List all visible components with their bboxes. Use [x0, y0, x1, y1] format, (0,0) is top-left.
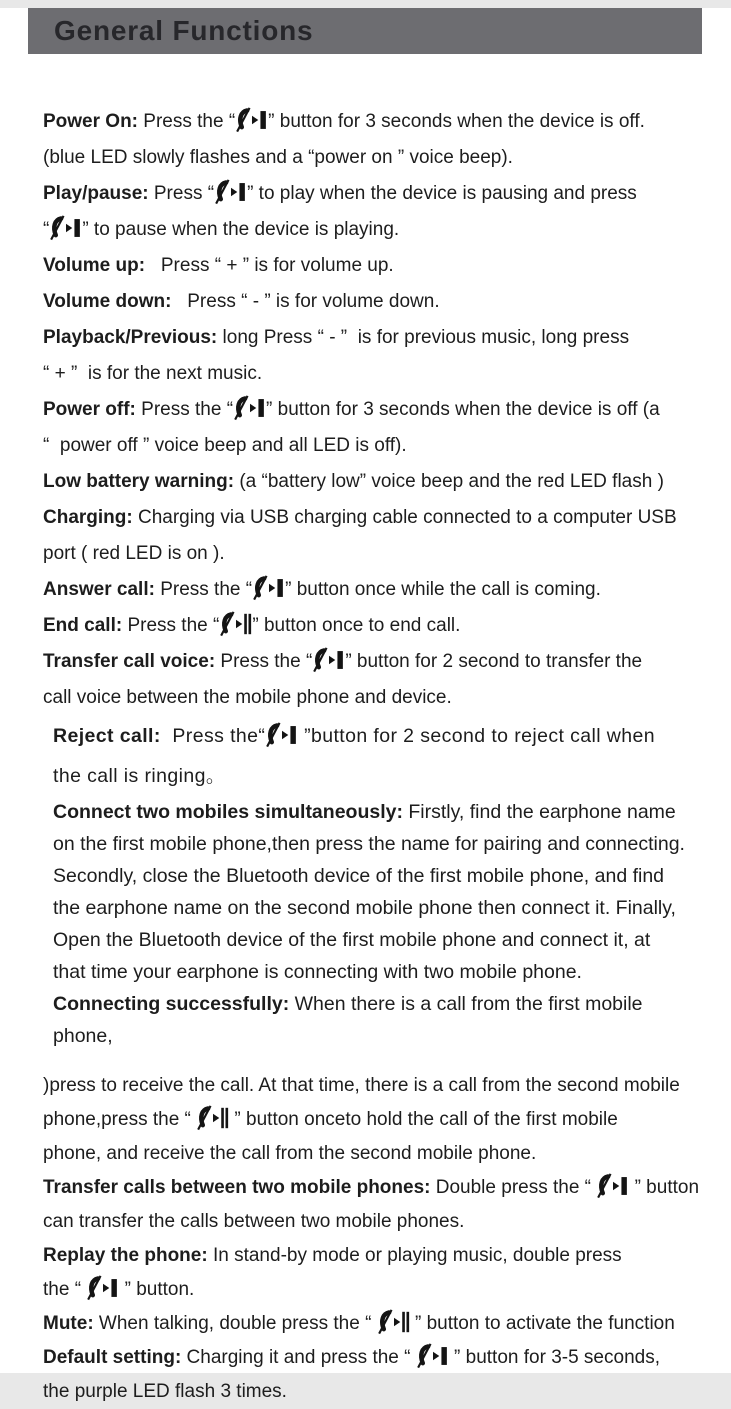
doc-line: (blue LED slowly flashes and a “power on ” voice beep).	[43, 147, 513, 168]
bold-label: Connect two mobiles simultaneously:	[53, 801, 403, 823]
doc-line: the purple LED flash 3 times.	[43, 1381, 287, 1402]
doc-line: Volume down: Press “ - ” is for volume down.	[43, 291, 440, 312]
doc-line: Power On: Press the “ ” button for 3 seconds when the device is off.	[43, 104, 705, 140]
doc-line: Connect two mobiles simultaneously: Firstly, find the earphone name	[53, 801, 676, 823]
bold-label: Replay the phone:	[43, 1245, 208, 1266]
doc-line: “ power off ” voice beep and all LED is off).	[43, 435, 407, 456]
doc-line: Mute: When talking, double press the “ ” button to activate the function	[43, 1307, 705, 1341]
doc-line: Transfer call voice: Press the “ ” button for 2 second to transfer the	[43, 644, 705, 680]
page-title: General Functions	[54, 15, 314, 46]
bold-label: Power off:	[43, 399, 136, 420]
phone-play-pause-double-bar-icon	[196, 1105, 229, 1131]
phone-play-pause-double-bar-icon	[219, 611, 252, 637]
doc-line: the “ ” button.	[43, 1273, 705, 1307]
phone-play-pause-icon	[235, 107, 268, 133]
doc-line: “ ” to pause when the device is playing.	[43, 212, 705, 248]
doc-line: port ( red LED is on ).	[43, 543, 225, 564]
doc-line: Default setting: Charging it and press the “ ” button for 3-5 seconds,	[43, 1341, 705, 1375]
phone-play-pause-icon	[252, 575, 285, 601]
doc-line: that time your earphone is connecting with two mobile phone.	[53, 961, 582, 983]
doc-line: Connecting successfully: When there is a call from the first mobile phone,	[53, 993, 648, 1047]
phone-play-pause-icon	[86, 1275, 119, 1301]
bold-label: Charging:	[43, 507, 133, 528]
doc-line: )press to receive the call. At that time, there is a call from the second mobile	[43, 1075, 680, 1096]
bold-label: Playback/Previous:	[43, 327, 218, 348]
manual-page	[0, 8, 731, 1402]
bold-label: Answer call:	[43, 579, 155, 600]
doc-line: Low battery warning: (a “battery low” voice beep and the red LED flash )	[43, 471, 664, 492]
phone-play-pause-icon	[233, 395, 266, 421]
phone-play-pause-icon	[49, 215, 82, 241]
doc-line: call voice between the mobile phone and device.	[43, 687, 452, 708]
doc-line: can transfer the calls between two mobile phones.	[43, 1211, 465, 1232]
bold-label: Play/pause:	[43, 183, 149, 204]
phone-play-pause-icon	[416, 1343, 449, 1369]
doc-line: phone,press the “ ” button onceto hold the call of the first mobile	[43, 1103, 705, 1137]
section-connect	[53, 796, 705, 1052]
bold-label: Connecting successfully:	[53, 993, 290, 1015]
doc-line: Reject call: Press the“ ”button for 2 second to reject call when	[53, 716, 705, 756]
section-reject	[53, 716, 705, 796]
bold-label: Volume down:	[43, 291, 172, 312]
phone-play-pause-icon	[265, 722, 298, 748]
bold-label: Low battery warning:	[43, 471, 235, 492]
bold-label: Mute:	[43, 1313, 94, 1334]
doc-line: Replay the phone: In stand-by mode or playing music, double press	[43, 1245, 622, 1266]
doc-line: Play/pause: Press “ ” to play when the device is pausing and press	[43, 176, 705, 212]
bold-label: Default setting:	[43, 1347, 182, 1368]
bold-label: Transfer call voice:	[43, 651, 216, 672]
section-header-bar	[28, 8, 702, 54]
bold-label: End call:	[43, 615, 123, 636]
doc-line: the earphone name on the second mobile phone then connect it. Finally,	[53, 897, 676, 919]
doc-line: Open the Bluetooth device of the first mobile phone and connect it, at	[53, 929, 651, 951]
doc-line: Answer call: Press the “ ” button once while the call is coming.	[43, 572, 705, 608]
doc-line: on the first mobile phone,then press the name for pairing and connecting.	[53, 833, 685, 855]
doc-line: Volume up: Press “ + ” is for volume up.	[43, 255, 394, 276]
doc-line: End call: Press the “ ” button once to end call.	[43, 608, 705, 644]
phone-play-pause-icon	[596, 1173, 629, 1199]
bold-label: Power On:	[43, 111, 139, 132]
bold-label: Transfer calls between two mobile phones:	[43, 1177, 431, 1198]
document-body	[0, 104, 731, 1409]
doc-line: phone, and receive the call from the second mobile phone.	[43, 1143, 537, 1164]
doc-line: Power off: Press the “ ” button for 3 seconds when the device is off (a	[43, 392, 705, 428]
section-tail	[43, 1069, 705, 1409]
doc-line: Secondly, close the Bluetooth device of the first mobile phone, and find	[53, 865, 665, 887]
phone-play-pause-double-bar-icon	[377, 1309, 410, 1335]
doc-line: Playback/Previous: long Press “ - ” is for previous music, long press	[43, 327, 630, 348]
bold-label: Volume up:	[43, 255, 146, 276]
doc-line: Transfer calls between two mobile phones: Double press the “ ” button	[43, 1171, 705, 1205]
doc-line: the call is ringing。	[53, 765, 226, 787]
phone-play-pause-icon	[214, 179, 247, 205]
doc-line: “ + ” is for the next music.	[43, 363, 263, 384]
doc-line: Charging: Charging via USB charging cable connected to a computer USB	[43, 507, 677, 528]
phone-play-pause-icon	[312, 647, 345, 673]
bold-label: Reject call:	[53, 725, 161, 747]
section-main	[43, 104, 705, 716]
